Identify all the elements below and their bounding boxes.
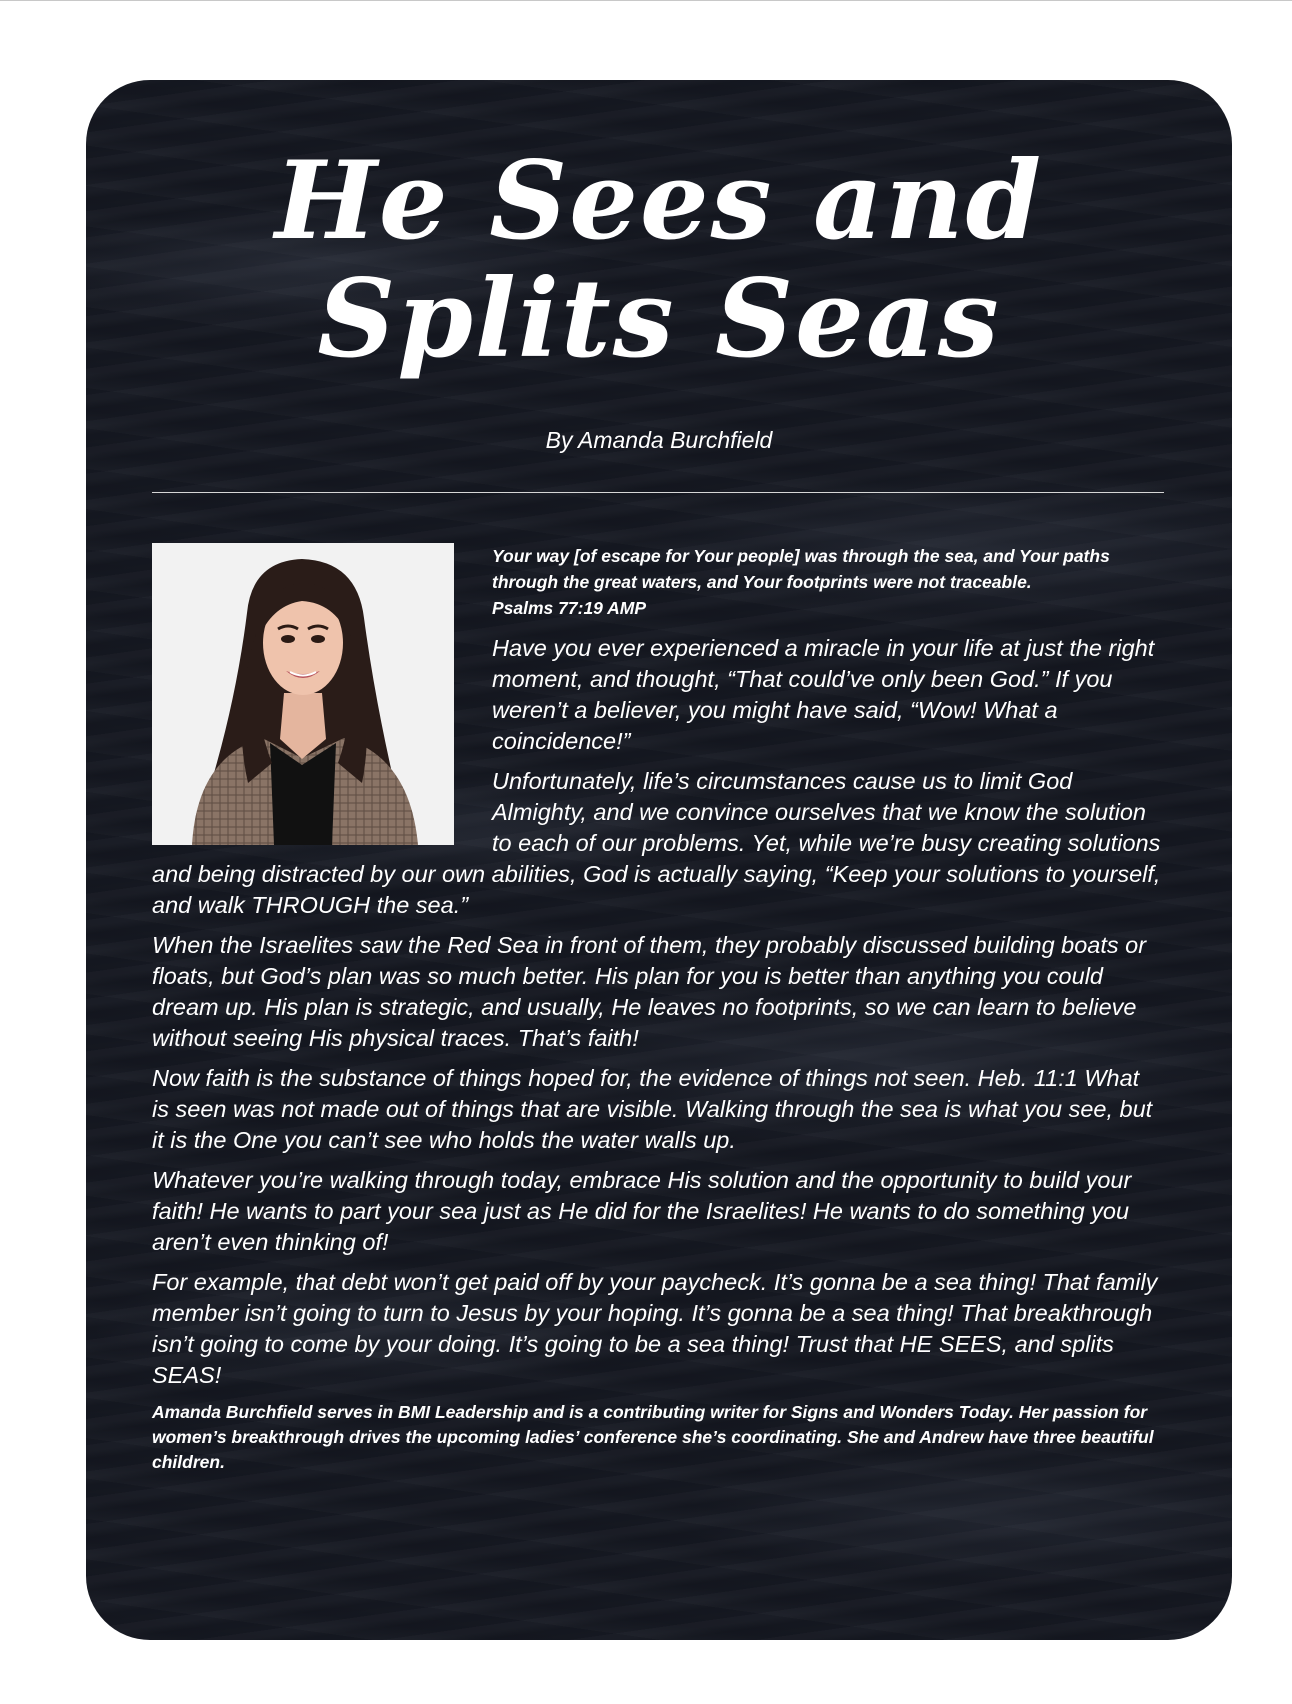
paragraph-1: Have you ever experienced a miracle in your life at just the right moment, and thought, “That could’ve only been God.” If you weren’t a believer, you might have said, “Wow! What a coincidence!” xyxy=(492,635,1155,754)
article-title xyxy=(86,138,1232,382)
epigraph-reference: Psalms 77:19 AMP xyxy=(492,598,647,618)
paragraph-2: Unfortunately, life’s circumstances cause us to limit God Almighty, and we convince ourselves that we know the solution to each of our problems. Yet, while we’re busy creating solutions and being distracted by our own abilities, God is actually saying, “Keep your solutions to yourself, and walk THROUGH the sea.” xyxy=(152,768,1161,918)
epigraph-text: Your way [of escape for Your people] was through the sea, and Your paths through the great waters, and Your footprints were not traceable. xyxy=(492,546,1110,592)
paragraph-5: Whatever you’re walking through today, embrace His solution and the opportunity to build your faith! He wants to part your sea just as He did for the Israelites! He wants to do something you aren’t even thinking of! xyxy=(152,1167,1132,1255)
article-body xyxy=(152,543,1162,1475)
paragraph-4: Now faith is the substance of things hoped for, the evidence of things not seen. Heb. 11:1 What is seen was not made out of things that are visible. Walking through the sea is what you see, but it is the One you can’t see who holds the water walls up. xyxy=(152,1065,1153,1153)
paragraph-3: When the Israelites saw the Red Sea in front of them, they probably discussed building boats or floats, but God’s plan was so much better. His plan for you is better than anything you could dream up. His plan is strategic, and usually, He leaves no footprints, so we can learn to believe without seeing His physical traces. That’s faith! xyxy=(152,932,1147,1051)
divider xyxy=(152,492,1164,493)
title-line-2: Splits Seas xyxy=(317,256,1001,382)
author-photo xyxy=(152,543,454,845)
title-line-1: He Sees and xyxy=(274,138,1044,264)
paragraph-6: For example, that debt won’t get paid off by your paycheck. It’s gonna be a sea thing! That family member isn’t going to turn to Jesus by your hoping. It’s gonna be a sea thing! That breakthrough isn’t going to come by your doing. It’s going to be a sea thing! Trust that HE SEES, and splits SEAS! xyxy=(152,1269,1158,1388)
article-panel xyxy=(86,80,1232,1640)
author-bio: Amanda Burchfield serves in BMI Leadership and is a contributing writer for Signs and Wonders Today. Her passion for women’s breakthrough drives the upcoming ladies’ conference she’s coordinating. She and Andrew have three beautiful children. xyxy=(152,1402,1154,1472)
page-top-rule xyxy=(0,0,1292,1)
byline: By Amanda Burchfield xyxy=(545,427,773,453)
author-portrait-image xyxy=(152,543,454,845)
